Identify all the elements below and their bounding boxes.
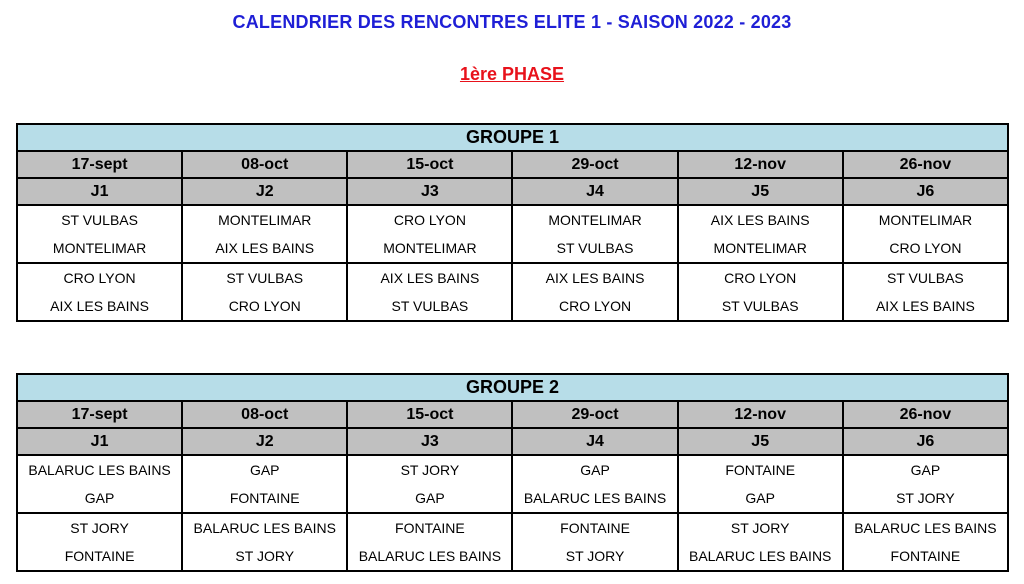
match-cell	[678, 455, 843, 513]
match-cell	[843, 205, 1008, 263]
date-cell: 17-sept	[17, 401, 182, 428]
match-cell	[512, 455, 677, 513]
match-cell	[843, 263, 1008, 321]
home-team: ST VULBAS	[226, 270, 304, 286]
match-cell	[182, 513, 347, 571]
away-team: ST JORY	[235, 548, 295, 564]
home-team: ST VULBAS	[887, 270, 964, 286]
match-cell	[512, 513, 677, 571]
home-team: MONTELIMAR	[878, 212, 973, 228]
home-team: FONTAINE	[395, 520, 465, 536]
away-team: ST VULBAS	[721, 298, 799, 314]
away-team: GAP	[415, 490, 445, 506]
matchday-cell: J2	[182, 428, 347, 455]
match-cell	[843, 455, 1008, 513]
matchday-cell: J4	[512, 428, 677, 455]
home-team: CRO LYON	[393, 212, 466, 228]
date-cell: 29-oct	[512, 401, 677, 428]
match-row	[17, 263, 1008, 321]
away-team: ST JORY	[896, 490, 955, 506]
home-team: MONTELIMAR	[548, 212, 642, 228]
match-cell	[17, 513, 182, 571]
home-team: FONTAINE	[725, 462, 796, 478]
group-name: GROUPE 2	[17, 374, 1008, 401]
phase-heading: 1ère PHASE	[459, 64, 565, 84]
match-cell	[17, 455, 182, 513]
date-cell: 26-nov	[843, 151, 1008, 178]
home-team: AIX LES BAINS	[380, 270, 480, 286]
away-team: AIX LES BAINS	[215, 240, 315, 256]
match-cell	[182, 455, 347, 513]
away-team: BALARUC LES BAINS	[523, 490, 667, 506]
group-2-table	[16, 373, 1009, 572]
match-cell	[182, 205, 347, 263]
home-team: AIX LES BAINS	[710, 212, 810, 228]
matchday-cell: J6	[843, 428, 1008, 455]
away-team: AIX LES BAINS	[875, 298, 975, 314]
away-team: FONTAINE	[890, 548, 961, 564]
date-row	[17, 151, 1008, 178]
away-team: ST VULBAS	[391, 298, 469, 314]
home-team: ST VULBAS	[61, 212, 138, 228]
away-team: BALARUC LES BAINS	[358, 548, 502, 564]
away-team: FONTAINE	[64, 548, 135, 564]
away-team: CRO LYON	[889, 240, 962, 256]
home-team: BALARUC LES BAINS	[854, 520, 997, 536]
away-team: AIX LES BAINS	[50, 298, 149, 314]
match-cell	[678, 205, 843, 263]
match-cell	[512, 205, 677, 263]
home-team: MONTELIMAR	[218, 212, 312, 228]
match-cell	[843, 513, 1008, 571]
group-header-row	[17, 124, 1008, 151]
home-team: CRO LYON	[63, 270, 136, 286]
date-cell: 17-sept	[17, 151, 182, 178]
away-team: GAP	[84, 490, 115, 506]
matchday-cell: J1	[17, 178, 182, 205]
home-team: AIX LES BAINS	[545, 270, 645, 286]
match-cell	[678, 513, 843, 571]
matchday-cell: J5	[678, 428, 843, 455]
away-team: FONTAINE	[229, 490, 300, 506]
match-cell	[347, 263, 512, 321]
match-cell	[347, 455, 512, 513]
group-header-row	[17, 374, 1008, 401]
home-team: BALARUC LES BAINS	[193, 520, 336, 536]
document-title: CALENDRIER DES RENCONTRES ELITE 1 - SAISON 2022 - 2023	[232, 12, 792, 32]
away-team: MONTELIMAR	[383, 240, 477, 256]
date-cell: 12-nov	[678, 151, 843, 178]
home-team: ST JORY	[70, 520, 129, 536]
match-cell	[17, 205, 182, 263]
match-row	[17, 513, 1008, 571]
matchday-cell: J5	[678, 178, 843, 205]
home-team: ST JORY	[400, 462, 460, 478]
match-row	[17, 205, 1008, 263]
away-team: MONTELIMAR	[52, 240, 147, 256]
matchday-cell: J1	[17, 428, 182, 455]
away-team: BALARUC LES BAINS	[689, 548, 832, 564]
home-team: ST JORY	[730, 520, 790, 536]
home-team: FONTAINE	[560, 520, 630, 536]
matchday-cell: J2	[182, 178, 347, 205]
matchday-row	[17, 178, 1008, 205]
away-team: CRO LYON	[559, 298, 632, 314]
home-team: GAP	[580, 462, 610, 478]
away-team: MONTELIMAR	[713, 240, 807, 256]
matchday-cell: J3	[347, 428, 512, 455]
match-cell	[347, 205, 512, 263]
date-cell: 08-oct	[182, 151, 347, 178]
date-row	[17, 401, 1008, 428]
away-team: GAP	[745, 490, 775, 506]
match-cell	[17, 263, 182, 321]
matchday-cell: J4	[512, 178, 677, 205]
match-row	[17, 455, 1008, 513]
match-cell	[678, 263, 843, 321]
date-cell: 15-oct	[347, 151, 512, 178]
matchday-cell: J6	[843, 178, 1008, 205]
home-team: GAP	[249, 462, 280, 478]
away-team: CRO LYON	[228, 298, 301, 314]
away-team: ST VULBAS	[556, 240, 634, 256]
date-cell: 26-nov	[843, 401, 1008, 428]
match-cell	[512, 263, 677, 321]
home-team: BALARUC LES BAINS	[28, 462, 171, 478]
date-cell: 12-nov	[678, 401, 843, 428]
matchday-cell: J3	[347, 178, 512, 205]
group-name: GROUPE 1	[17, 124, 1008, 151]
home-team: GAP	[910, 462, 941, 478]
matchday-row	[17, 428, 1008, 455]
match-cell	[347, 513, 512, 571]
date-cell: 15-oct	[347, 401, 512, 428]
date-cell: 29-oct	[512, 151, 677, 178]
away-team: ST JORY	[565, 548, 625, 564]
match-cell	[182, 263, 347, 321]
home-team: CRO LYON	[724, 270, 797, 286]
group-1-table	[16, 123, 1009, 322]
date-cell: 08-oct	[182, 401, 347, 428]
